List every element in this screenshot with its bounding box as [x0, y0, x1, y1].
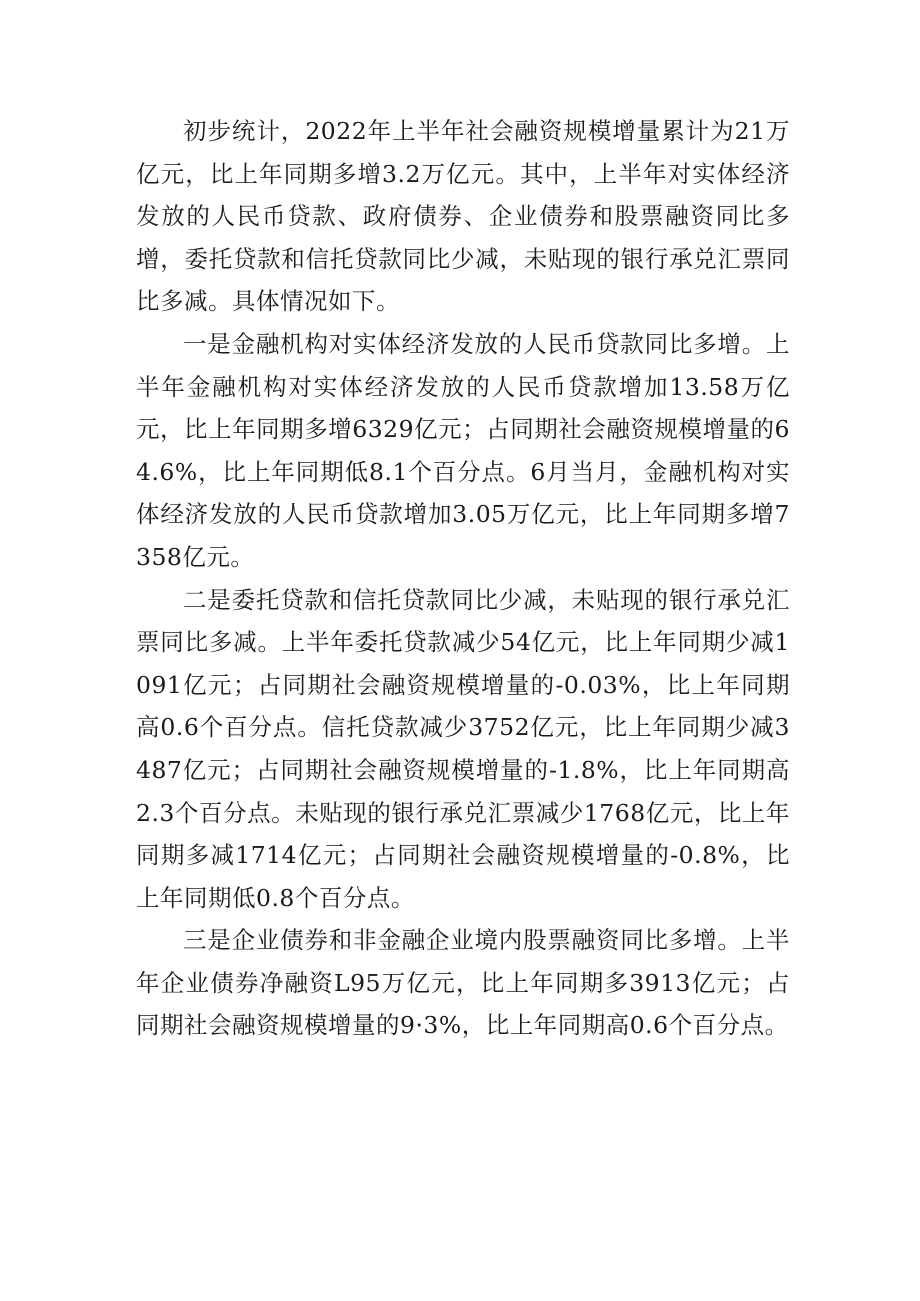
document-body — [136, 110, 790, 1047]
paragraph-intro: 初步统计，2022年上半年社会融资规模增量累计为21万亿元，比上年同期多增3.2万亿元。其中，上半年对实体经济发放的人民币贷款、政府债券、企业债券和股票融资同比多增，委托贷款和信托贷款同比少减，未贴现的银行承兑汇票同比多减。具体情况如下。 — [136, 117, 790, 316]
paragraph-entrusted-trust-loans: 二是委托贷款和信托贷款同比少减，未贴现的银行承兑汇票同比多减。上半年委托贷款减少54亿元，比上年同期少减1091亿元；占同期社会融资规模增量的-0.03%，比上年同期高0.6个百分点。信托贷款减少3752亿元，比上年同期少减3487亿元；占同期社会融资规模增量的-1.8%，比上年同期高2.3个百分点。未贴现的银行承兑汇票减少1768亿元，比上年同期多减1714亿元；占同期社会融资规模增量的-0.8%，比上年同期低0.8个百分点。 — [136, 585, 790, 912]
paragraph-rmb-loans: 一是金融机构对实体经济发放的人民币贷款同比多增。上半年金融机构对实体经济发放的人民币贷款增加13.58万亿元，比上年同期多增6329亿元；占同期社会融资规模增量的64.6%，比上年同期低8.1个百分点。6月当月，金融机构对实体经济发放的人民币贷款增加3.05万亿元，比上年同期多增7358亿元。 — [136, 329, 790, 571]
paragraph-corporate-bonds-equity: 三是企业债券和非金融企业境内股票融资同比多增。上半年企业债券净融资L95万亿元，比上年同期多3913亿元；占同期社会融资规模增量的9·3%，比上年同期高0.6个百分点。 — [136, 926, 790, 1040]
